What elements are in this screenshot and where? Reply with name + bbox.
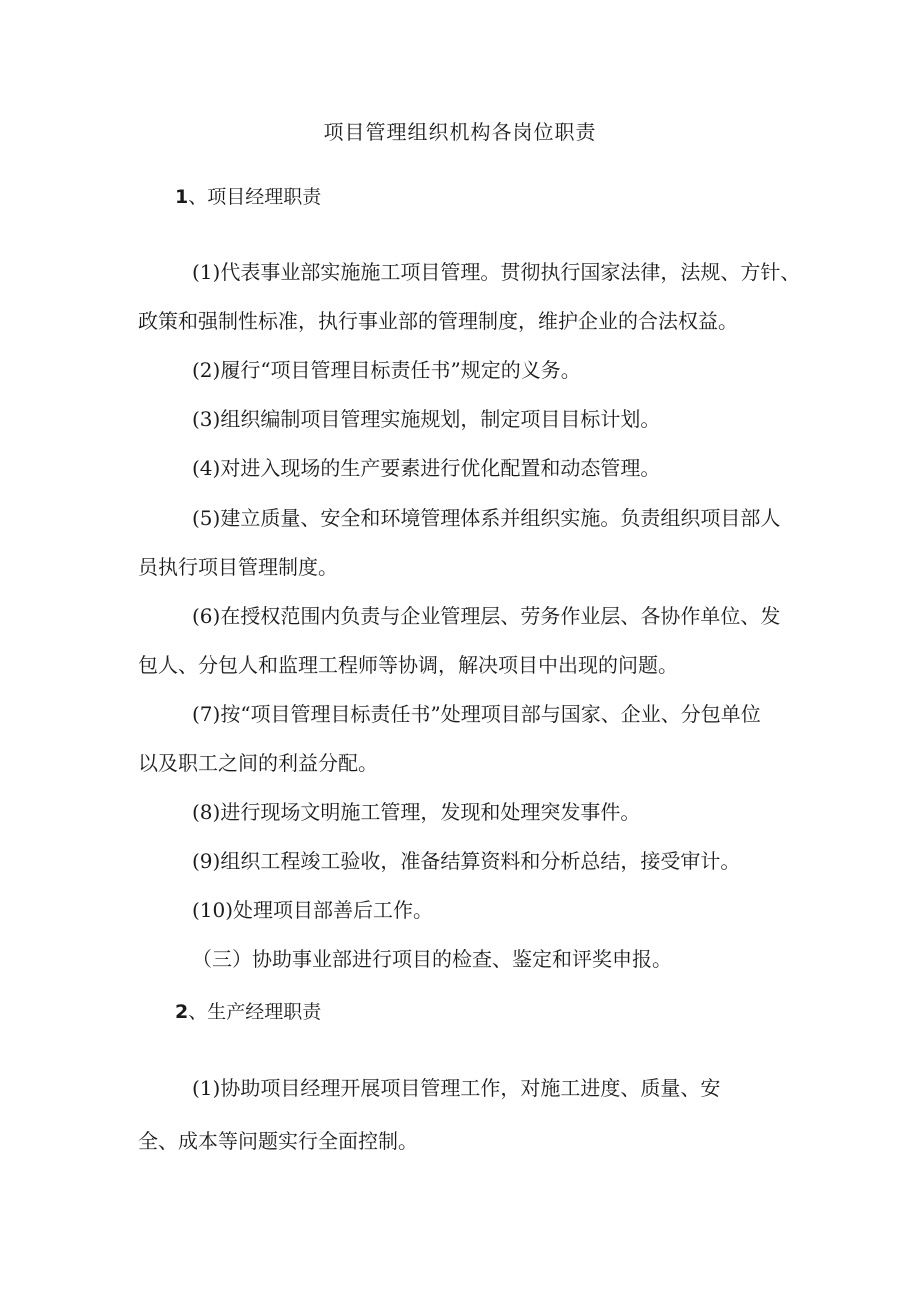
section-heading-text-1: 、项目经理职责 xyxy=(188,186,322,208)
section-number-2: 2 xyxy=(175,1001,189,1023)
paragraph-line: (1)代表事业部实施施工项目管理。贯彻执行国家法律，法规、方针、 xyxy=(192,260,801,284)
paragraph-line: (2)履行“项目管理目标责任书”规定的义务。 xyxy=(192,358,581,382)
paragraph-line: (4)对进入现场的生产要素进行优化配置和动态管理。 xyxy=(192,456,661,480)
paragraph-line: (7)按“项目管理目标责任书”处理项目部与国家、企业、分包单位 xyxy=(192,702,761,726)
section-heading-2 xyxy=(175,998,321,1026)
paragraph-line: 以及职工之间的利益分配。 xyxy=(138,751,378,775)
paragraph-line: 全、成本等问题实行全面控制。 xyxy=(138,1129,418,1153)
paragraph-line: (1)协助项目经理开展项目管理工作，对施工进度、质量、安 xyxy=(192,1076,721,1100)
section-heading-text-2: 、生产经理职责 xyxy=(188,1001,322,1023)
document-title: 项目管理组织机构各岗位职责 xyxy=(323,120,597,144)
paragraph-line: (9)组织工程竣工验收，准备结算资料和分析总结，接受审计。 xyxy=(192,849,741,873)
paragraph-line: 员执行项目管理制度。 xyxy=(138,555,338,579)
section-heading-1 xyxy=(175,183,321,211)
section-number-1: 1 xyxy=(175,186,189,208)
paragraph-line: (6)在授权范围内负责与企业管理层、劳务作业层、各协作单位、发 xyxy=(192,604,781,628)
paragraph-line: 政策和强制性标准，执行事业部的管理制度，维护企业的合法权益。 xyxy=(138,309,738,333)
paragraph-line: （三）协助事业部进行项目的检查、鉴定和评奖申报。 xyxy=(192,947,672,971)
paragraph-line: (3)组织编制项目管理实施规划，制定项目目标计划。 xyxy=(192,407,661,431)
paragraph-line: (5)建立质量、安全和环境管理体系并组织实施。负责组织项目部人 xyxy=(192,506,781,530)
paragraph-line: 包人、分包人和监理工程师等协调，解决项目中出现的问题。 xyxy=(138,653,678,677)
paragraph-line: (10)处理项目部善后工作。 xyxy=(192,898,434,922)
paragraph-line: (8)进行现场文明施工管理，发现和处理突发事件。 xyxy=(192,800,641,824)
